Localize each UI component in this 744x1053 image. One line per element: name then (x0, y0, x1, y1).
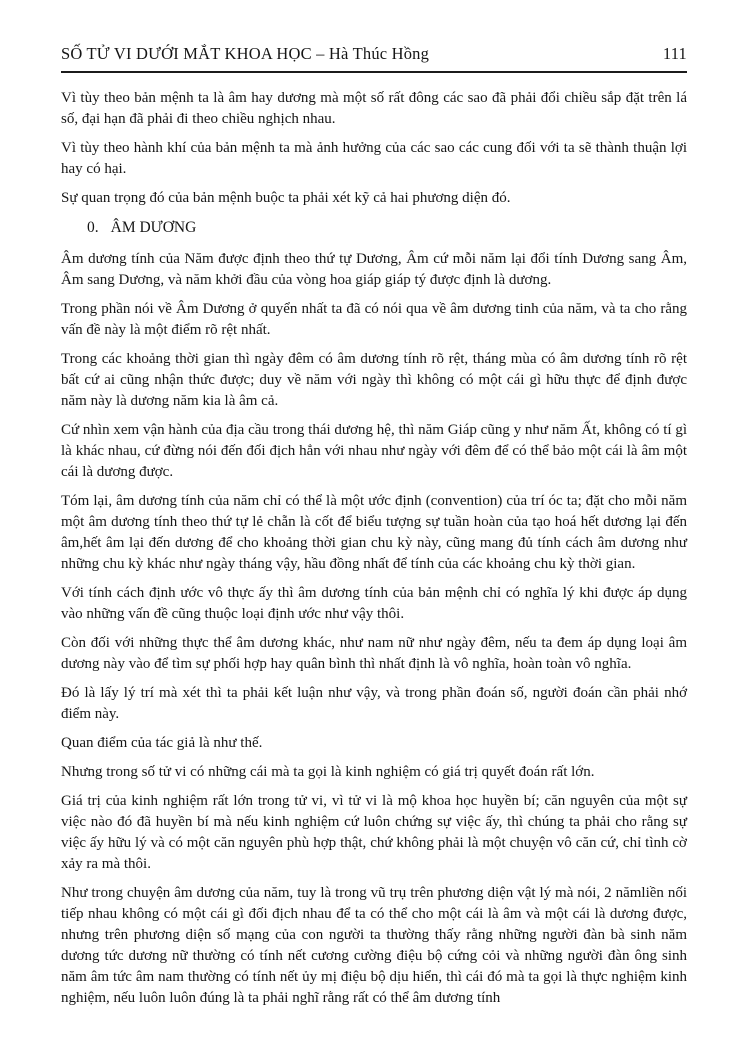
paragraph: Trong các khoảng thời gian thì ngày đêm có âm dương tính rõ rệt, tháng mùa có âm dương tính rõ rệt bất cứ ai cũng nhận thức được; duy về năm với ngày thì không có một cái gì hữu thực để định được năm này là dương năm kia là âm cả. (61, 351, 687, 409)
paragraph: Cứ nhìn xem vận hành của địa cầu trong thái dương hệ, thì năm Giáp cũng y như năm Ất, không có tí gì là khác nhau, cứ đừng nói đến đối địch hẳn với nhau như ngày với đêm để có thể bảo một cái là âm một cái là dương được. (61, 422, 687, 480)
paragraph: Sự quan trọng đó của bản mệnh buộc ta phải xét kỹ cả hai phương diện đó. (61, 190, 511, 206)
section-number: 0. (87, 219, 99, 236)
paragraph: Vì tùy theo bản mệnh ta là âm hay dương mà một số rất đông các sao đã phải đổi chiều sắp đặt trên lá số, đại hạn đã phải đi theo chiều nghịch nhau. (61, 90, 687, 127)
book-title: SỐ TỬ VI DƯỚI MẮT KHOA HỌC – Hà Thúc Hồng (61, 44, 430, 63)
paragraph: Vì tùy theo hành khí của bản mệnh ta mà ảnh hưởng của các sao các cung đối với ta sẽ thành thuận lợi hay có hại. (61, 140, 687, 177)
paragraph: Tóm lại, âm dương tính của năm chỉ có thể là một ước định (convention) của trí óc ta; đặt cho mỗi năm một âm dương tính theo thứ tự lẻ chẵn là cốt để biểu tượng sự tuần hoàn của tạo hoá hết dương lại đến âm,hết âm lại đến dương để cho khoảng thời gian chu kỳ này, cũng mang đủ tính cách âm dương như những chu kỳ khác như ngày tháng vậy, hầu đồng nhất để tính của các khoảng chu kỳ thời gian. (61, 493, 687, 572)
paragraph: Còn đối với những thực thể âm dương khác, như nam nữ như ngày đêm, nếu ta đem áp dụng loại âm dương này vào để tìm sự phối hợp hay quân bình thì nhất định là vô nghĩa, hoàn toàn vô nghĩa. (61, 635, 687, 672)
paragraph: Trong phần nói về Âm Dương ở quyển nhất ta đã có nói qua về âm dương tinh của năm, và ta cho rằng vấn đề này là một điểm rõ rệt nhất. (61, 301, 687, 338)
page-number: 111 (662, 44, 687, 63)
page-content (61, 88, 687, 1009)
section-title: ÂM DƯƠNG (110, 219, 197, 236)
paragraph: Đó là lấy lý trí mà xét thì ta phải kết luận như vậy, và trong phần đoán số, người đoán cần phải nhớ điểm này. (61, 685, 687, 722)
paragraph: Giá trị của kinh nghiệm rất lớn trong tử vi, vì tử vi là mộ khoa học huyền bí; căn nguyên của một sự việc nào đó đã huyền bí mà nếu kinh nghiệm cứ luôn chứng sự việc ấy, thì chúng ta phải cho rằng sự việc ấy hữu lý và có một căn nguyên phù hợp thật, chứ không phải là một chuyện vô căn cứ, chỉ tình cờ xảy ra mà thôi. (61, 793, 687, 872)
paragraph: Quan điểm của tác giả là như thế. (61, 735, 263, 751)
paragraph: Âm dương tính của Năm được định theo thứ tự Dương, Âm cứ mỗi năm lại đổi tính Dương sang Âm, Âm sang Dương, và năm khởi đầu của vòng hoa giáp giáp tý được định là dương. (61, 251, 687, 288)
paragraph: Với tính cách định ước vô thực ấy thì âm dương tính của bản mệnh chỉ có nghĩa lý khi được áp dụng vào những vấn đề cũng thuộc loại định ước như vậy thôi. (61, 585, 687, 622)
section-heading (87, 217, 687, 238)
paragraph: Như trong chuyện âm dương của năm, tuy là trong vũ trụ trên phương diện vật lý mà nói, 2 nămliền nối tiếp nhau không có một cái gì đối địch nhau để ta có thể cho một cái là âm và một cái là dương được, nhưng trên phương diện số mạng của con người ta thường thấy rằng những người đàn bà sinh năm dương tức dương nữ thường có tính nết cương cường điệu bộ cứng cỏi và những người đàn ông sinh năm âm tức âm nam thường có tính nết ủy mị điệu bộ dịu hiển, thì cái đó mà ta gọi là thực nghiệm kinh nghiệm, nếu luôn luôn đúng là ta phải nghĩ rằng rất có thể âm dương tính (61, 885, 687, 1006)
paragraph: Nhưng trong số tử vi có những cái mà ta gọi là kinh nghiệm có giá trị quyết đoán rất lớn. (61, 764, 595, 780)
running-header (61, 44, 687, 73)
